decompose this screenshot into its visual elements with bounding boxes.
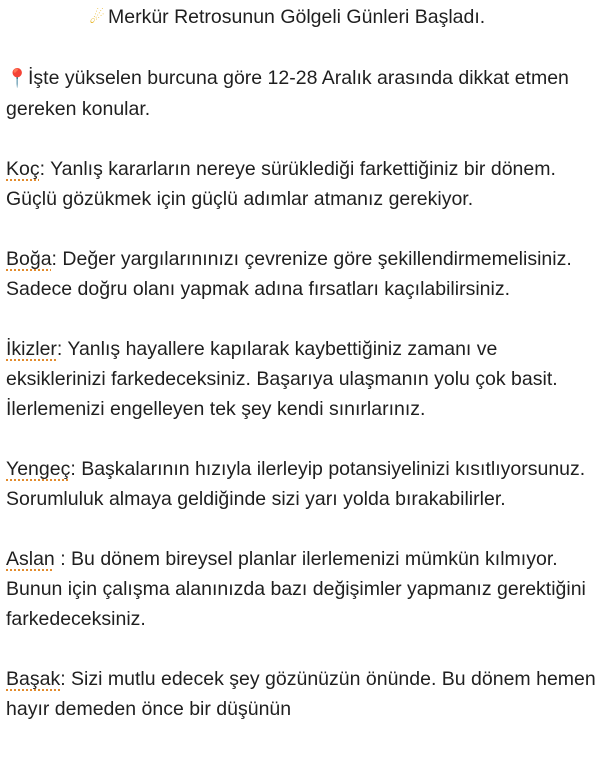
sign-paragraph-boga [6,244,602,304]
sign-paragraph-basak [6,664,602,724]
sign-paragraph-yengec [6,454,602,514]
sign-paragraph-koc [6,154,602,214]
sign-text: Sizi mutlu edecek şey gözünüzün önünde. Bu dönem hemen hayır demeden önce bir düşünün [6,668,596,720]
sign-name: Koç [6,158,40,180]
spacer [6,424,602,454]
sign-name: Boğa [6,248,52,270]
pushpin-icon: 📍 [6,68,29,89]
sign-separator: : [51,248,63,270]
sign-text: Bu dönem bireysel planlar ilerlemenizi mümkün kılmıyor. Bunun için çalışma alanınızda bazı değişimler yapmanız gerektiğini farkedeceksiniz. [6,548,586,630]
note-title-text: Merkür Retrosunun Gölgeli Günleri Başladı. [108,6,486,28]
spacer [6,124,602,154]
intro-text: İşte yükselen burcuna göre 12-28 Aralık arasında dikkat etmen gereken konular. [6,67,569,120]
sign-text: Değer yargılarınınızı çevrenize göre şekillendirmemelisiniz. Sadece doğru olanı yapmak adına fırsatları kaçılabilirsiniz. [6,248,572,300]
spacer [6,33,602,63]
sign-separator: : [39,158,51,180]
sign-text: Yanlış kararların nereye sürüklediği farkettiğiniz bir dönem. Güçlü gözükmek için güçlü adımlar atmanız gerekiyor. [6,158,556,210]
intro-paragraph [6,63,602,124]
sign-name: Başak [6,668,61,690]
spacer [6,514,602,544]
sign-text: Başkalarının hızıyla ilerleyip potansiyelinizi kısıtlıyorsunuz. Sorumluluk almaya geldiğinde sizi yarı yolda bırakabilirler. [6,458,586,510]
sign-separator: : [60,668,72,690]
sign-name: Yengeç [6,458,71,480]
spacer [6,304,602,334]
comet-icon: ☄ [89,8,105,28]
sign-paragraph-ikizler [6,334,602,424]
sign-name: İkizler [6,338,57,360]
sign-name: Aslan [6,548,55,570]
spacer [6,634,602,664]
sign-text: Yanlış hayallere kapılarak kaybettiğiniz zamanı ve eksiklerinizi farkedeceksiniz. Başarıya ulaşmanın yolu çok basit. İlerlemenizi engelleyen tek şey kendi sınırlarınız. [6,338,558,420]
spacer [6,214,602,244]
sign-separator: : [56,338,68,360]
note-title [6,2,602,33]
sign-separator: : [70,458,82,480]
sign-paragraph-aslan [6,544,602,634]
sign-separator: : [54,548,72,570]
